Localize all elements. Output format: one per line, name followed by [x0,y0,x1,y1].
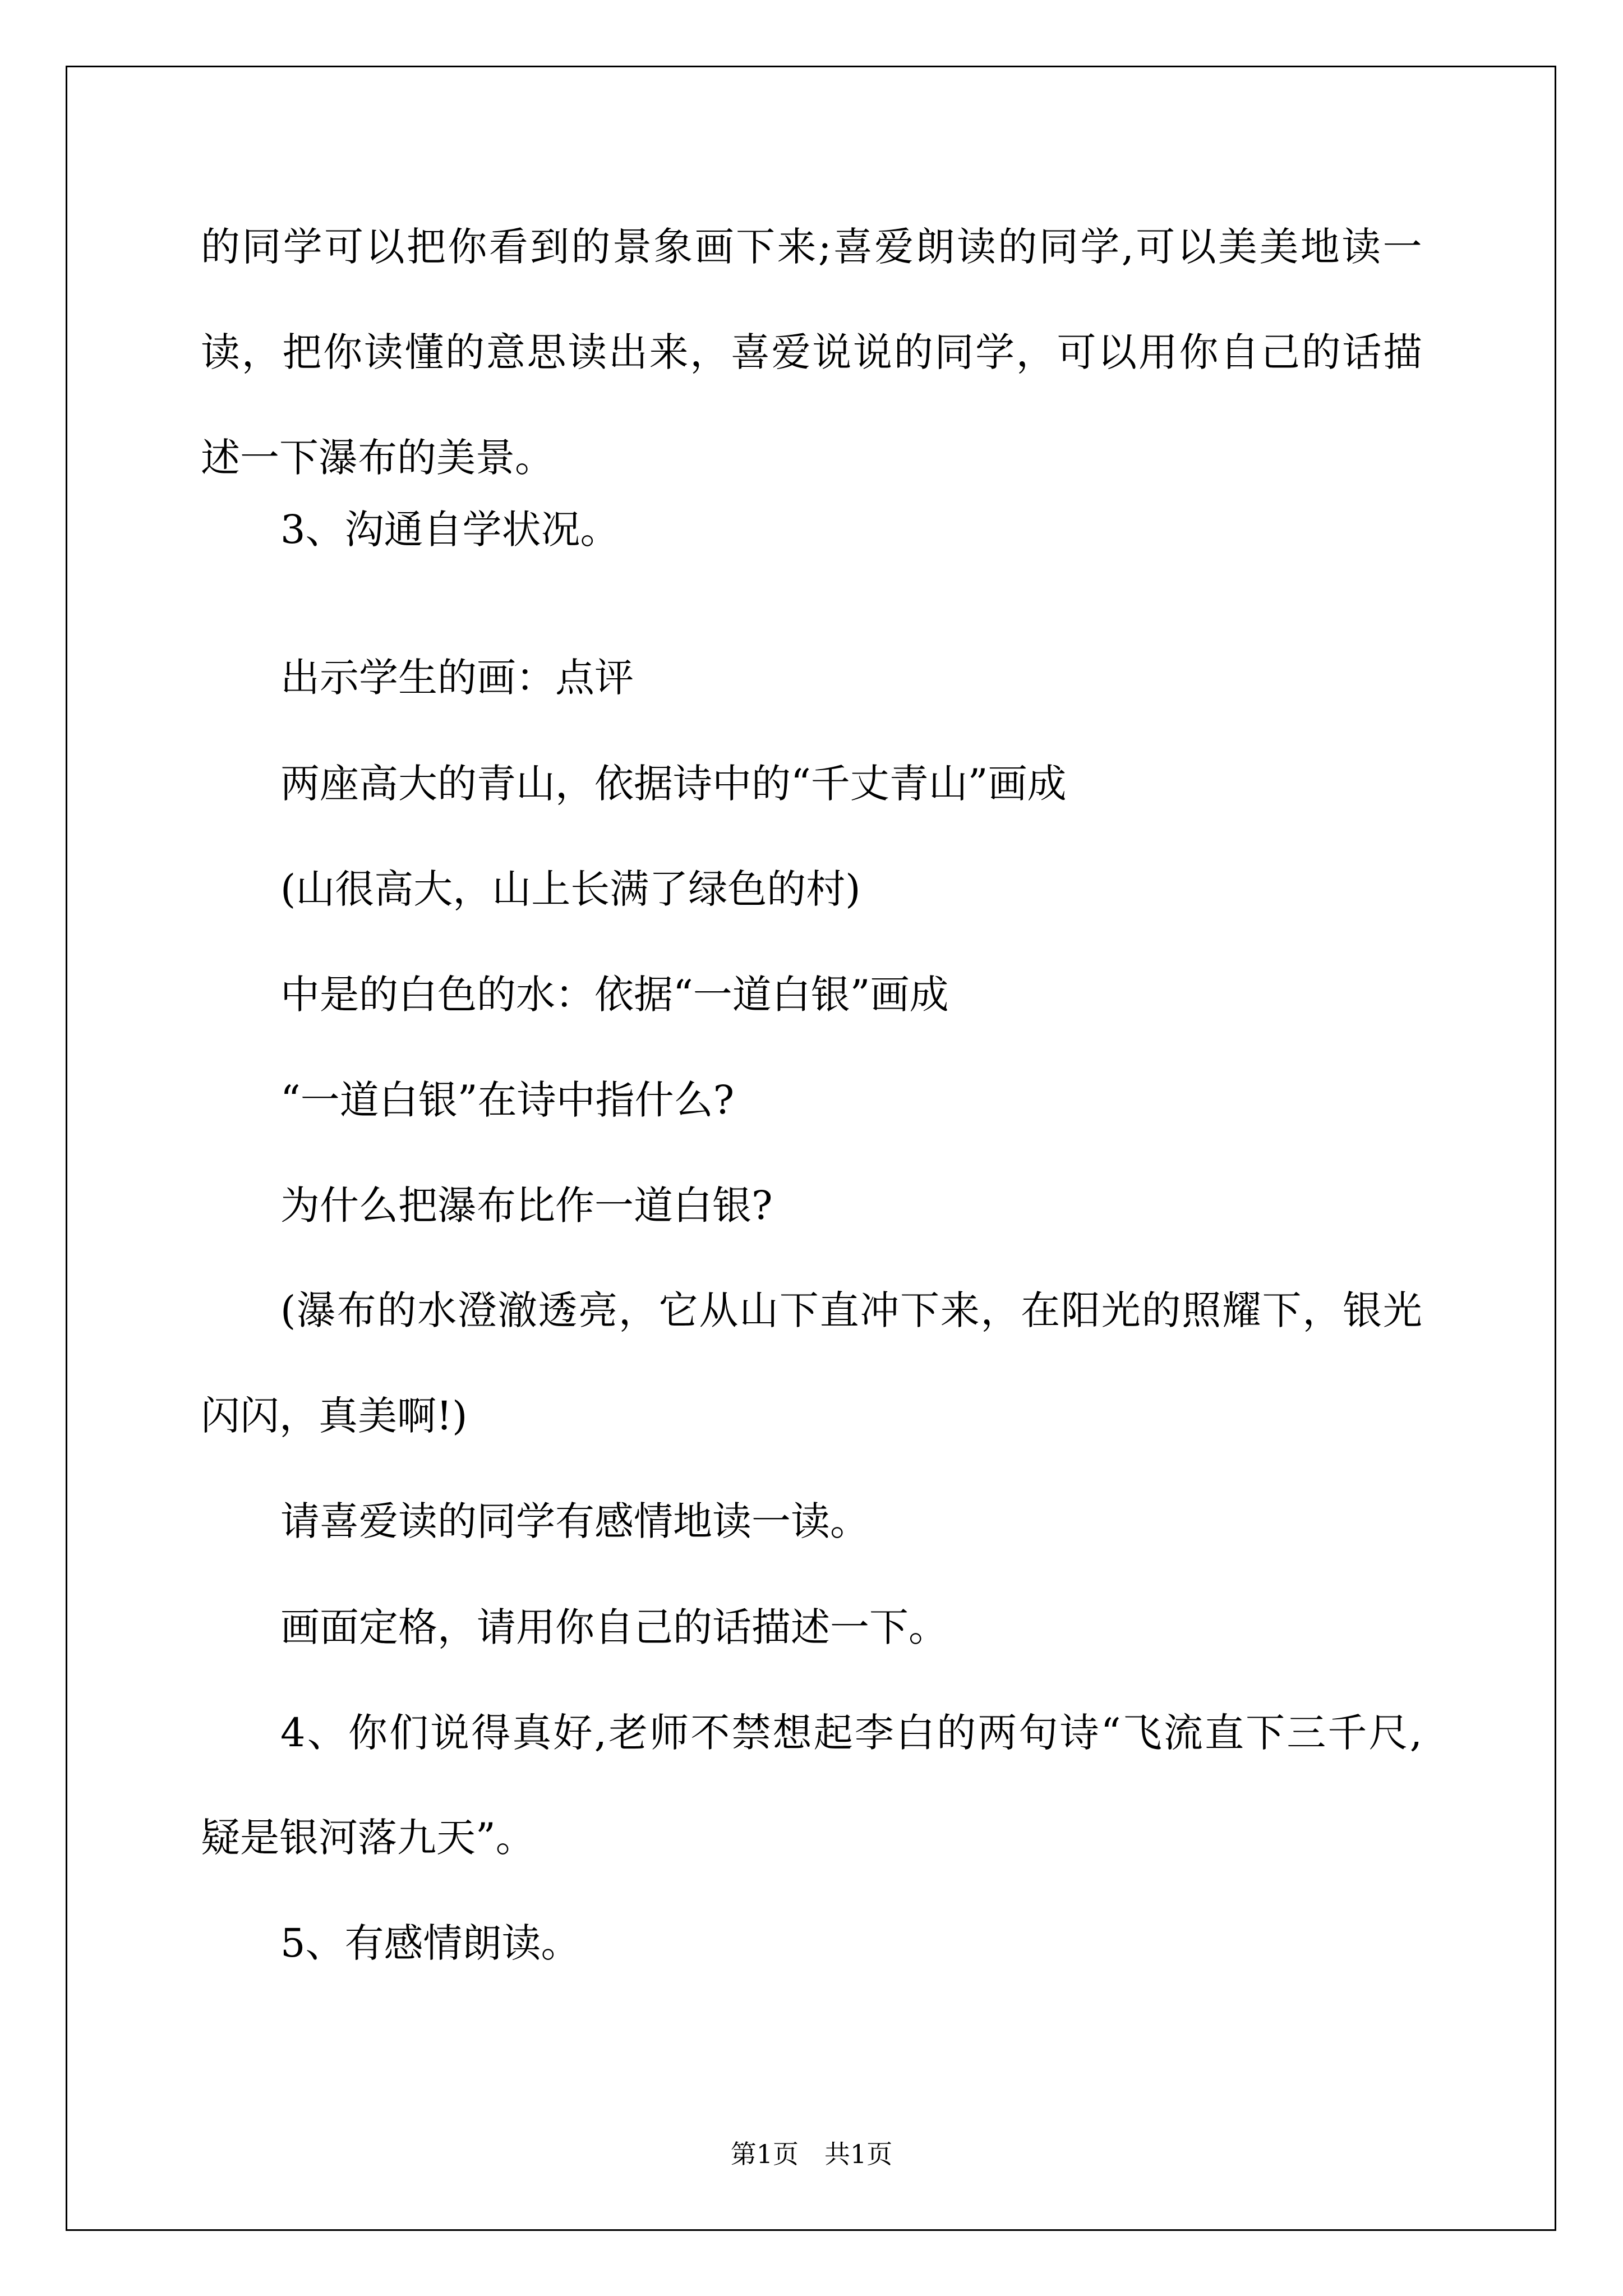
paragraph-line-14: 画面定格，请用你自己的话描述一下。 [280,1604,948,1650]
page-footer: 第1页 共1页 [730,2139,893,2169]
paragraph-line-5: 出示学生的画：点评 [280,655,634,701]
paragraph-line-12: 闪闪，真美啊!) [201,1393,468,1439]
paragraph-line-10: 为什么把瀑布比作一道白银? [280,1182,773,1228]
paragraph-line-6: 两座高大的青山，依据诗中的“千丈青山”画成 [280,761,1067,807]
paragraph-line-11: ( 瀑 布 的 水 澄 澈 透 亮 ， 它 从 山 下 直 冲 下 来 ， 在 阳 光 的 照 耀 下 ， 银 光 [280,1287,1422,1333]
paragraph-line-9: “一道白银”在诗中指什么? [280,1077,735,1123]
paragraph-line-7: (山很高大，山上长满了绿色的村) [280,866,861,912]
section-heading-3: 3、沟通自学状况。 [280,507,620,553]
page-border [66,66,1556,2231]
section-heading-4: 4 、 你 们 说 得 真 好 , 老 师 不 禁 想 起 李 白 的 两 句 诗 “ 飞 流 直 下 三 千 尺 , [280,1710,1422,1756]
paragraph-line-1: 的 同 学 可 以 把 你 看 到 的 景 象 画 下 来 ; 喜 爱 朗 读 的 同 学 , 可 以 美 美 地 读 一 [201,224,1422,270]
paragraph-line-8: 中是的白色的水：依据“一道白银”画成 [280,972,949,1018]
paragraph-line-16: 疑是银河落九天”。 [201,1815,535,1861]
section-heading-5: 5、有感情朗读。 [280,1920,580,1966]
paragraph-line-2: 读 ， 把 你 读 懂 的 意 思 读 出 来 ， 喜 爱 说 说 的 同 学 ， 可 以 用 你 自 己 的 话 描 [201,329,1422,375]
paragraph-line-13: 请喜爱读的同学有感情地读一读。 [280,1498,869,1544]
paragraph-line-3: 述一下瀑布的美景。 [201,435,554,481]
